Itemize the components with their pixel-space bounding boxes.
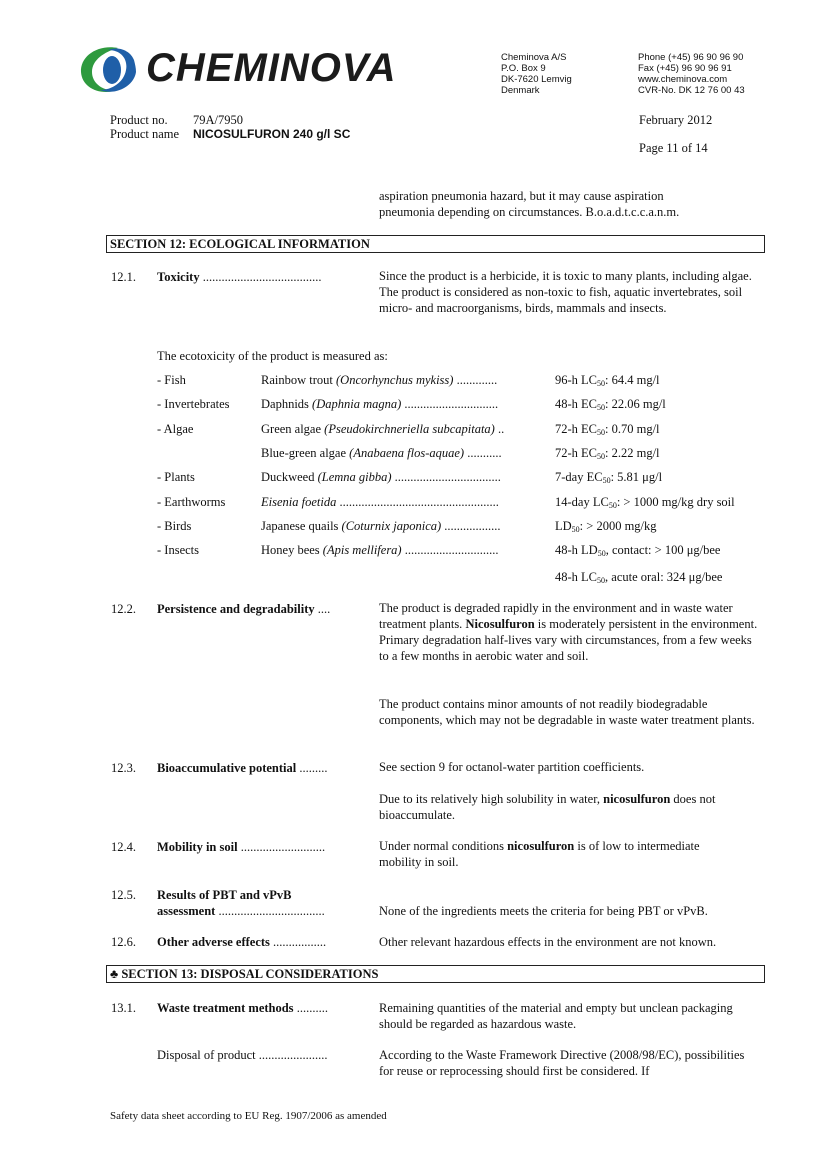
eco-value-blue-green-algae: 72-h $EC_{50}$: 2.22 mg/l (555, 446, 660, 461)
bioaccumulative-text-2: Due to its relatively high solubility in water, nicosulfuron does not bioaccumulate. (379, 792, 716, 822)
waste-treatment-label: Waste treatment methods .......... (157, 1001, 328, 1015)
toxicity-number: 12.1. (111, 270, 136, 284)
eco-species-fish: Rainbow trout (Oncorhynchus mykiss) ............. (261, 373, 498, 387)
eco-species-invertebrates: Daphnids (Daphnia magna) .............................. (261, 397, 499, 411)
eco-value-birds: $LD_{50}$: > 2000 mg/kg (555, 519, 657, 534)
other-effects-label: Other adverse effects ................. (157, 935, 327, 949)
persistence-text-2: The product contains minor amounts of not readily biodegradable components, which may not be degradable in waste water treatment plants. (379, 697, 755, 727)
persistence-label: Persistence and degradability .... (157, 602, 331, 616)
waste-treatment-number: 13.1. (111, 1001, 136, 1015)
bioaccumulative-text-1: See section 9 for octanol-water partition coefficients. (379, 760, 645, 774)
eco-value-invertebrates: 48-h $EC_{50}$: 22.06 mg/l (555, 397, 666, 412)
product-name-label: Product name (110, 127, 180, 141)
carryover-line-2: pneumonia depending on circumstances. B.o.a.d.t.c.c.a.n.m. (379, 205, 680, 219)
product-no-label: Product no. (110, 113, 168, 127)
waste-treatment-text: Remaining quantities of the material and empty but unclean packaging should be regarded as hazardous waste. (379, 1001, 733, 1031)
bioaccumulative-label: Bioaccumulative potential ......... (157, 761, 328, 775)
pbt-label: Results of PBT and vPvB assessment .................................. (157, 888, 325, 918)
section-13-title: SECTION 13: DISPOSAL CONSIDERATIONS (121, 967, 379, 981)
mobility-text: Under normal conditions nicosulfuron is of low to intermediate mobility in soil. (379, 839, 700, 869)
other-effects-number: 12.6. (111, 935, 136, 949)
ecotoxicity-intro: The ecotoxicity of the product is measured as: (157, 349, 388, 363)
eco-value-insects-oral: 48-h $LC_{50}$, acute oral: 324 μg/bee (555, 570, 723, 585)
disposal-of-product-label: Disposal of product ...................... (157, 1048, 328, 1062)
pbt-number: 12.5. (111, 888, 136, 902)
toxicity-label: Toxicity ...................................... (157, 270, 322, 284)
club-marker-icon: ♣ (110, 967, 119, 981)
mobility-label: Mobility in soil ........................... (157, 840, 326, 854)
company-logo-text: CHEMINOVA (146, 46, 397, 90)
section-12-title: SECTION 12: ECOLOGICAL INFORMATION (110, 237, 370, 251)
disposal-of-product-text: According to the Waste Framework Directive (2008/98/EC), possibilities for reuse or reprocessing should first be considered. If (379, 1048, 745, 1078)
cheminova-logo-icon (78, 44, 138, 96)
eco-group-insects: - Insects (157, 543, 199, 557)
other-effects-text: Other relevant hazardous effects in the environment are not known. (379, 935, 717, 949)
pbt-text: None of the ingredients meets the criteria for being PBT or vPvB. (379, 904, 708, 918)
persistence-number: 12.2. (111, 602, 136, 616)
eco-group-birds: - Birds (157, 519, 192, 533)
eco-group-earthworms: - Earthworms (157, 495, 226, 509)
eco-value-plants: 7-day $EC_{50}$: 5.81 μg/l (555, 470, 663, 485)
page-number: Page 11 of 14 (639, 141, 708, 155)
bioaccumulative-number: 12.3. (111, 761, 136, 775)
eco-species-blue-green-algae: Blue-green algae (Anabaena flos-aquae) ........... (261, 446, 502, 460)
eco-group-algae: - Algae (157, 422, 194, 436)
section-12-header (106, 235, 765, 253)
eco-species-earthworms: Eisenia foetida ................................................... (261, 495, 499, 509)
eco-species-insects: Honey bees (Apis mellifera) .............................. (261, 543, 499, 557)
persistence-text-1: The product is degraded rapidly in the environment and in waste water treatment plants. Nicosulfuron is moderately persistent in the environment. Primary degradation half-lives vary with circumstances, from a few weeks to a few months in aerobic water and soil. (379, 601, 758, 663)
toxicity-text: Since the product is a herbicide, it is toxic to many plants, including algae. The product is considered as non-toxic to fish, aquatic invertebrates, soil micro- and macroorganisms, birds, mammals and insects. (379, 269, 752, 315)
eco-species-birds: Japanese quails (Coturnix japonica) .................. (261, 519, 501, 533)
eco-species-green-algae: Green algae (Pseudokirchneriella subcapitata) .. (261, 422, 505, 436)
eco-value-green-algae: 72-h $EC_{50}$: 0.70 mg/l (555, 422, 660, 437)
product-name: NICOSULFURON 240 g/l SC (193, 127, 351, 141)
company-address: Cheminova A/S P.O. Box 9 DK-7620 Lemvig Denmark (501, 52, 572, 96)
eco-value-earthworms: 14-day $LC_{50}$: > 1000 mg/kg dry soil (555, 495, 735, 510)
eco-value-insects-contact: 48-h $LD_{50}$, contact: > 100 μg/bee (555, 543, 721, 558)
mobility-number: 12.4. (111, 840, 136, 854)
section-13-header (106, 965, 765, 983)
eco-group-fish: - Fish (157, 373, 186, 387)
eco-group-plants: - Plants (157, 470, 195, 484)
eco-species-plants: Duckweed (Lemna gibba) .................................. (261, 470, 501, 484)
footer-note: Safety data sheet according to EU Reg. 1907/2006 as amended (110, 1110, 387, 1122)
document-date: February 2012 (639, 113, 713, 127)
eco-group-invertebrates: - Invertebrates (157, 397, 230, 411)
company-contact: Phone (+45) 96 90 96 90 Fax (+45) 96 90 96 91 www.cheminova.com CVR-No. DK 12 76 00 43 (638, 52, 745, 96)
product-no: 79A/7950 (193, 113, 243, 127)
carryover-line-1: aspiration pneumonia hazard, but it may cause aspiration (379, 189, 664, 203)
eco-value-fish: 96-h $LC_{50}$: 64.4 mg/l (555, 373, 660, 388)
